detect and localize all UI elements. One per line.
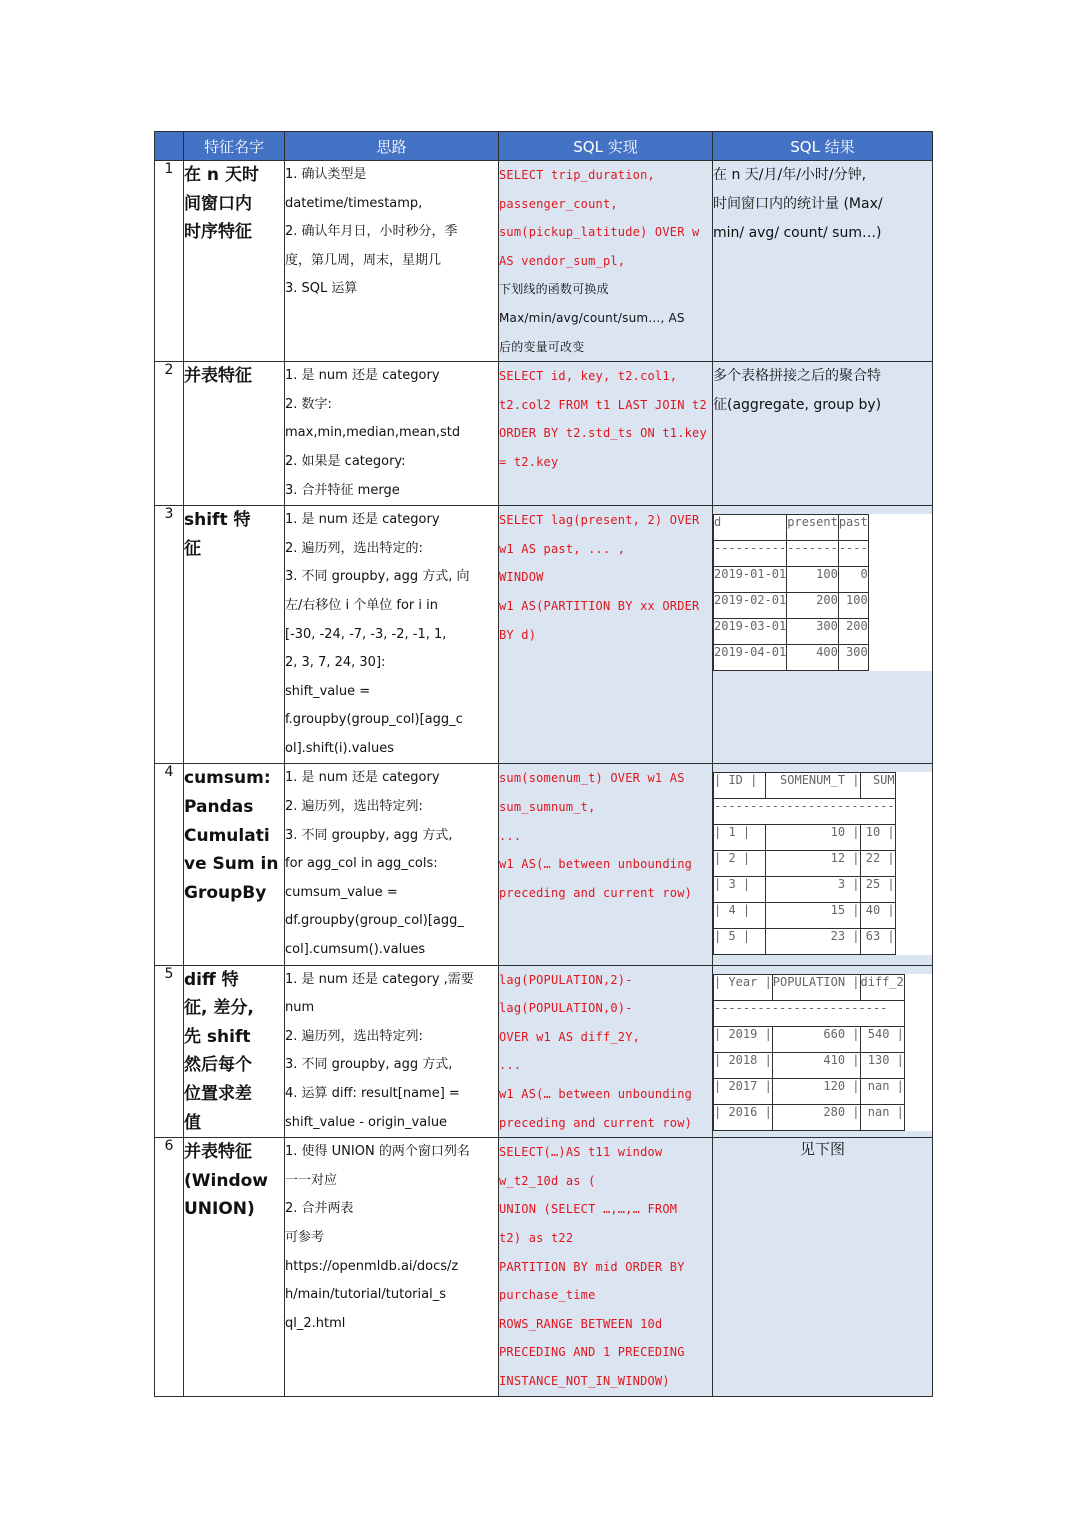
result-data-cell: | 2016 |	[714, 1104, 773, 1130]
sql-code-line: INSTANCE_NOT_IN_WINDOW)	[499, 1373, 670, 1388]
result-separator: ------------------------	[714, 1000, 905, 1026]
idea-line: 1. 是 num 还是 category	[285, 368, 440, 384]
result-data-cell: 12 |	[766, 851, 860, 877]
result-table	[713, 974, 905, 1131]
result-table	[713, 772, 896, 955]
result-header-cell: | ID |	[714, 773, 766, 799]
row-number: 1	[155, 161, 184, 362]
header-index	[155, 132, 184, 161]
result-data-row	[714, 1052, 905, 1078]
result-line: 征(aggregate, group by)	[713, 397, 882, 414]
idea-line: https://openmldb.ai/docs/z	[285, 1258, 459, 1274]
result-header-cell: SOMENUM_T |	[766, 773, 860, 799]
table-row	[155, 764, 933, 965]
idea-line: 3. 合并特征 merge	[285, 482, 400, 498]
sql-code-line: SELECT trip_duration,	[499, 168, 655, 182]
result-data-cell: 280 |	[772, 1104, 860, 1130]
result-separator: -------------------------	[714, 799, 896, 825]
feature-name-line: ve Sum in	[184, 854, 279, 875]
idea-line: 左/右移位 i 个单位 for i in	[285, 597, 438, 613]
sql-cell	[499, 362, 713, 506]
idea-line: 2. 遍历列，选出特定列:	[285, 799, 423, 815]
sql-code-line: ...	[499, 828, 522, 843]
idea-line: 2. 确认年月日，小时秒分，季	[285, 224, 458, 240]
result-data-cell: 130 |	[860, 1052, 904, 1078]
feature-name-line: diff 特	[184, 969, 239, 990]
result-data-cell: | 1 |	[714, 825, 766, 851]
result-data-cell: 3 |	[766, 877, 860, 903]
table-body	[155, 161, 933, 1397]
result-data-row	[714, 1078, 905, 1104]
feature-name-cell	[184, 1138, 285, 1396]
idea-line: 2. 遍历列，选出特定的:	[285, 540, 423, 556]
result-header-cell: | Year |	[714, 974, 773, 1000]
result-line: 在 n 天/月/年/小时/分钟,	[713, 167, 867, 183]
result-data-cell: 200	[838, 619, 868, 645]
result-cell: 见下图	[713, 1138, 933, 1396]
idea-cell	[285, 506, 499, 764]
result-data-cell: 540 |	[860, 1026, 904, 1052]
idea-line: [-30, -24, -7, -3, -2, -1, 1,	[285, 626, 447, 642]
header-sql-result: SQL 结果	[713, 132, 933, 161]
result-cell	[713, 161, 933, 362]
sql-code-line: w1 AS(PARTITION BY xx ORDER	[499, 598, 700, 613]
feature-name-line: 间窗口内	[184, 193, 252, 214]
result-separator-row	[714, 799, 896, 825]
sql-code-line: ...	[499, 1058, 522, 1073]
idea-cell	[285, 161, 499, 362]
result-data-cell: nan |	[860, 1078, 904, 1104]
idea-line: h/main/tutorial/tutorial_s	[285, 1287, 446, 1303]
result-line: min/ avg/ count/ sum…)	[713, 225, 882, 241]
sql-cell	[499, 1138, 713, 1396]
result-data-cell: 2019-04-01	[714, 645, 787, 671]
idea-line: 1. 确认类型是	[285, 167, 367, 182]
sql-code-line: SELECT id, key, t2.col1,	[499, 369, 678, 384]
result-data-cell: | 2 |	[714, 851, 766, 877]
idea-line: 1. 是 num 还是 category	[285, 512, 440, 528]
table-row	[155, 506, 933, 764]
feature-name-cell	[184, 161, 285, 362]
result-data-cell: | 2018 |	[714, 1052, 773, 1078]
header-row	[155, 132, 933, 161]
idea-line: num	[285, 1000, 315, 1016]
result-data-cell: 120 |	[772, 1078, 860, 1104]
idea-line: 2. 遍历列，选出特定列:	[285, 1028, 423, 1044]
sql-cell	[499, 965, 713, 1138]
sql-code-line: preceding and current row)	[499, 1115, 693, 1130]
result-data-row	[714, 567, 869, 593]
idea-line: 1. 是 num 还是 category	[285, 770, 440, 786]
idea-line: 3. 不同 groupby, agg 方式, 向	[285, 569, 470, 585]
sql-code-line: SELECT(…)AS t11 window	[499, 1145, 663, 1160]
idea-line: datetime/timestamp,	[285, 195, 423, 211]
result-separator: -------	[787, 541, 839, 567]
row-number: 2	[155, 362, 184, 506]
idea-line: for agg_col in agg_cols:	[285, 856, 438, 872]
sql-code-line: w1 AS(… between unbounding	[499, 857, 693, 872]
result-separator: ----	[838, 541, 868, 567]
row-number: 5	[155, 965, 184, 1138]
sql-code-line: sum(pickup_latitude) OVER w	[499, 225, 700, 240]
row-number: 6	[155, 1138, 184, 1396]
feature-name-line: Cumulati	[184, 825, 270, 846]
result-data-cell: 15 |	[766, 903, 860, 929]
result-data-cell: 10 |	[766, 825, 860, 851]
feature-name-line: cumsum:	[184, 768, 271, 789]
header-idea: 思路	[285, 132, 499, 161]
sql-code-line: UNION (SELECT …,…,… FROM	[499, 1202, 678, 1217]
result-data-cell: 400	[787, 645, 839, 671]
result-data-cell: nan |	[860, 1104, 904, 1130]
result-data-cell: 100	[838, 593, 868, 619]
row-number: 4	[155, 764, 184, 965]
sql-code-line: ORDER BY t2.std_ts ON t1.key	[499, 426, 707, 441]
result-data-cell: | 2017 |	[714, 1078, 773, 1104]
result-header-cell: present	[787, 515, 839, 541]
result-data-cell: 660 |	[772, 1026, 860, 1052]
result-data-row	[714, 877, 896, 903]
sql-cell	[499, 506, 713, 764]
result-data-cell: | 4 |	[714, 903, 766, 929]
result-screenshot	[713, 772, 934, 955]
sql-code-line: PARTITION BY mid ORDER BY	[499, 1259, 685, 1274]
sql-code-line: preceding and current row)	[499, 885, 693, 900]
result-data-row	[714, 929, 896, 955]
result-data-cell: 22 |	[860, 851, 895, 877]
result-header-cell: diff_2	[860, 974, 904, 1000]
idea-line: col].cumsum().values	[285, 942, 426, 958]
feature-table	[154, 131, 933, 1397]
idea-line: 1. 使得 UNION 的两个窗口列名	[285, 1144, 470, 1160]
result-screenshot	[713, 514, 934, 671]
feature-name-line: 征	[184, 538, 201, 559]
idea-line: 4. 运算 diff: result[name] =	[285, 1086, 460, 1101]
sql-code-line: w1 AS past, ... ,	[499, 541, 626, 556]
idea-line: 3. 不同 groupby, agg 方式,	[285, 1057, 453, 1073]
result-data-cell: 300	[838, 645, 868, 671]
result-data-cell: 2019-02-01	[714, 593, 787, 619]
result-cell	[713, 362, 933, 506]
table-row	[155, 362, 933, 506]
idea-line: cumsum_value =	[285, 884, 398, 900]
feature-name-cell	[184, 764, 285, 965]
feature-name-line: 在 n 天时	[184, 165, 259, 185]
idea-line: 一一对应	[285, 1172, 338, 1188]
idea-line: 2. 合并两表	[285, 1201, 354, 1217]
sql-cell	[499, 764, 713, 965]
idea-line: 1. 是 num 还是 category ,需要	[285, 971, 474, 987]
result-header-cell: SUM	[860, 773, 895, 799]
result-data-cell: 25 |	[860, 877, 895, 903]
result-header-cell: POPULATION |	[772, 974, 860, 1000]
result-data-cell: | 5 |	[714, 929, 766, 955]
result-data-cell: | 2019 |	[714, 1026, 773, 1052]
result-cell	[713, 965, 933, 1138]
result-data-cell: 63 |	[860, 929, 895, 955]
idea-line: shift_value - origin_value	[285, 1114, 448, 1130]
result-data-row	[714, 619, 869, 645]
feature-name-line: 位置求差	[184, 1084, 252, 1104]
result-header-row	[714, 515, 869, 541]
result-data-cell: 23 |	[766, 929, 860, 955]
result-data-cell: 2019-03-01	[714, 619, 787, 645]
table-row	[155, 161, 933, 362]
result-separator-row	[714, 541, 869, 567]
idea-line: ql_2.html	[285, 1315, 346, 1331]
idea-line: ol].shift(i).values	[285, 740, 395, 756]
idea-line: shift_value =	[285, 683, 371, 699]
result-data-row	[714, 825, 896, 851]
feature-name-cell	[184, 506, 285, 764]
idea-line: 3. SQL 运算	[285, 281, 358, 297]
idea-cell	[285, 965, 499, 1138]
feature-name-line: Pandas	[184, 797, 254, 818]
idea-line: 2, 3, 7, 24, 30]:	[285, 655, 386, 671]
result-data-cell: 300	[787, 619, 839, 645]
sql-code-line: w1 AS(… between unbounding	[499, 1087, 693, 1101]
feature-name-cell	[184, 362, 285, 506]
feature-name-line: 然后每个	[184, 1055, 252, 1076]
result-cell	[713, 764, 933, 965]
result-header-row	[714, 773, 896, 799]
result-data-cell: 10 |	[860, 825, 895, 851]
sql-code-line: lag(POPULATION,2)-	[499, 972, 633, 987]
sql-code-line: BY d)	[499, 627, 537, 642]
result-separator: ----------	[714, 541, 787, 567]
idea-line: 度，第几周，周末，星期几	[285, 252, 442, 268]
sql-note-line: 下划线的函数可换成	[499, 282, 609, 297]
result-header-cell: past	[838, 515, 868, 541]
result-data-cell: 40 |	[860, 903, 895, 929]
table-row	[155, 1138, 933, 1396]
feature-name-line: (Window	[184, 1170, 269, 1191]
row-number: 3	[155, 506, 184, 764]
result-data-cell: 2019-01-01	[714, 567, 787, 593]
sql-code-line: sum(somenum_t) OVER w1 AS	[499, 771, 685, 786]
idea-line: 2. 如果是 category:	[285, 453, 406, 469]
result-data-cell: 410 |	[772, 1052, 860, 1078]
sql-code-line: ROWS_RANGE BETWEEN 10d	[499, 1316, 663, 1331]
sql-code-line: WINDOW	[499, 570, 544, 585]
result-line: 时间窗口内的统计量 (Max/	[713, 196, 883, 212]
result-data-cell: 0	[838, 567, 868, 593]
result-table	[713, 514, 869, 671]
feature-name-line: 值	[184, 1112, 201, 1133]
result-screenshot	[713, 974, 934, 1131]
result-cell	[713, 506, 933, 764]
idea-cell	[285, 362, 499, 506]
sql-cell	[499, 161, 713, 362]
sql-note-line: Max/min/avg/count/sum…, AS	[499, 310, 685, 325]
idea-cell	[285, 764, 499, 965]
sql-code-line: t2.col2 FROM t1 LAST JOIN t2	[499, 397, 707, 412]
sql-code-line: t2) as t22	[499, 1230, 574, 1245]
result-data-row	[714, 1104, 905, 1130]
result-data-row	[714, 1026, 905, 1052]
sql-note-line: 后的变量可改变	[499, 339, 585, 354]
sql-code-line: purchase_time	[499, 1288, 596, 1303]
feature-name-line: UNION)	[184, 1199, 255, 1220]
feature-name-line: 并表特征	[184, 1142, 252, 1163]
result-data-cell: 100	[787, 567, 839, 593]
idea-cell	[285, 1138, 499, 1396]
feature-name-line: 并表特征	[184, 366, 252, 387]
idea-line: max,min,median,mean,std	[285, 425, 461, 441]
result-data-cell: 200	[787, 593, 839, 619]
feature-name-line: 时序特征	[184, 222, 252, 243]
result-data-row	[714, 645, 869, 671]
sql-code-line: w_t2_10d as (	[499, 1173, 596, 1188]
idea-line: 2. 数字:	[285, 396, 332, 412]
idea-line: 3. 不同 groupby, agg 方式,	[285, 827, 453, 843]
result-header-row	[714, 974, 905, 1000]
table-row	[155, 965, 933, 1138]
result-line: 多个表格拼接之后的聚合特	[713, 368, 881, 385]
idea-line: df.groupby(group_col)[agg_	[285, 913, 464, 929]
feature-name-line: GroupBy	[184, 882, 267, 903]
result-header-cell: d	[714, 515, 787, 541]
feature-name-line: shift 特	[184, 510, 251, 531]
result-separator-row	[714, 1000, 905, 1026]
sql-code-line: = t2.key	[499, 454, 559, 469]
sql-code-line: AS vendor_sum_pl,	[499, 253, 626, 268]
feature-name-line: 先 shift	[184, 1026, 251, 1047]
feature-name-line: 征, 差分,	[184, 998, 254, 1019]
idea-line: 可参考	[285, 1229, 325, 1245]
sql-code-line: OVER w1 AS diff_2Y,	[499, 1029, 641, 1044]
result-data-row	[714, 903, 896, 929]
sql-code-line: sum_sumnum_t,	[499, 800, 596, 815]
feature-name-cell	[184, 965, 285, 1138]
sql-code-line: lag(POPULATION,0)-	[499, 1001, 633, 1016]
sql-code-line: SELECT lag(present, 2) OVER	[499, 513, 700, 528]
idea-line: f.groupby(group_col)[agg_c	[285, 712, 463, 728]
result-data-cell: | 3 |	[714, 877, 766, 903]
sql-code-line: passenger_count,	[499, 196, 618, 211]
result-data-row	[714, 593, 869, 619]
header-sql-impl: SQL 实现	[499, 132, 713, 161]
sql-code-line: PRECEDING AND 1 PRECEDING	[499, 1345, 685, 1360]
result-data-row	[714, 851, 896, 877]
header-feature-name: 特征名字	[184, 132, 285, 161]
